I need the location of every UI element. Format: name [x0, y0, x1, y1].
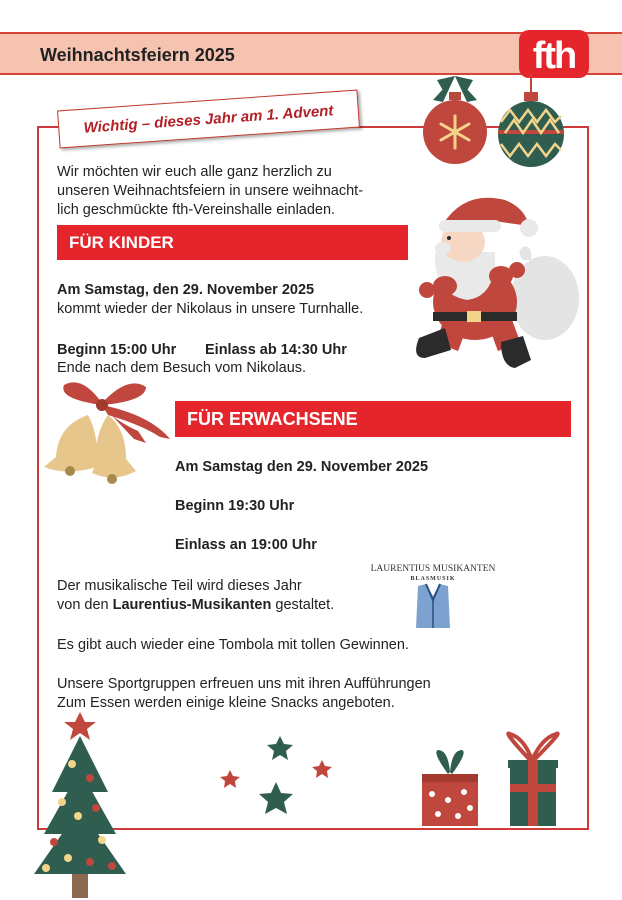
erwachsene-beginn: Beginn 19:30 Uhr — [175, 498, 295, 514]
ornaments-icon — [415, 74, 575, 174]
kinder-heading-text: FÜR KINDER — [69, 232, 174, 252]
intro-line: unseren Weihnachtsfeiern in unsere weihnacht- — [57, 183, 364, 199]
christmas-tree-icon — [32, 712, 132, 900]
kinder-desc: kommt wieder der Nikolaus in unsere Turnhalle. — [57, 301, 364, 317]
intro-line: lich geschmückte fth-Vereinshalle einladen. — [57, 202, 336, 218]
erwachsene-heading — [175, 401, 571, 437]
erwachsene-heading-text: FÜR ERWACHSENE — [187, 408, 358, 429]
laurentius-logo — [366, 560, 500, 634]
musik-line2-pre: von den — [57, 597, 113, 613]
sport-line2: Zum Essen werden einige kleine Snacks angeboten. — [57, 695, 395, 711]
intro-text — [57, 163, 363, 220]
laurentius-sub: BLASMUSIK — [410, 576, 456, 582]
kinder-beginn: Beginn 15:00 Uhr — [57, 342, 177, 358]
sport-line1: Unsere Sportgruppen erfreuen uns mit ihren Aufführungen — [57, 676, 431, 692]
kinder-date: Am Samstag, den 29. November 2025 — [57, 282, 315, 298]
erwachsene-date: Am Samstag den 29. November 2025 — [175, 459, 429, 475]
kinder-ende: Ende nach dem Besuch vom Nikolaus. — [57, 360, 307, 376]
sport-text — [57, 675, 431, 713]
gifts-icon — [418, 730, 568, 828]
kinder-einlass: Einlass ab 14:30 Uhr — [205, 342, 347, 358]
laurentius-title: LAURENTIUS MUSIKANTEN — [370, 564, 496, 574]
musik-line1: Der musikalische Teil wird dieses Jahr — [57, 578, 302, 594]
erwachsene-einlass: Einlass an 19:00 Uhr — [175, 537, 317, 553]
santa-icon — [405, 190, 585, 380]
musik-line2 — [57, 596, 334, 615]
fth-logo — [519, 30, 589, 78]
bells-icon — [42, 375, 177, 490]
musik-text — [57, 577, 334, 615]
page-title: Weihnachtsfeiern 2025 — [40, 45, 235, 65]
kinder-section — [57, 281, 363, 319]
intro-line: Wir möchten wir euch alle ganz herzlich zu — [57, 164, 332, 180]
tombola-text: Es gibt auch wieder eine Tombola mit tollen Gewinnen. — [57, 637, 409, 653]
stars-icon — [218, 734, 338, 824]
musik-name: Laurentius-Musikanten — [112, 597, 272, 613]
musik-line2-post: gestaltet. — [271, 597, 335, 613]
svg-text:fth: fth — [532, 35, 576, 77]
notice-text: Wichtig – dieses Jahr am 1. Advent — [83, 101, 334, 137]
kinder-heading — [57, 225, 408, 260]
